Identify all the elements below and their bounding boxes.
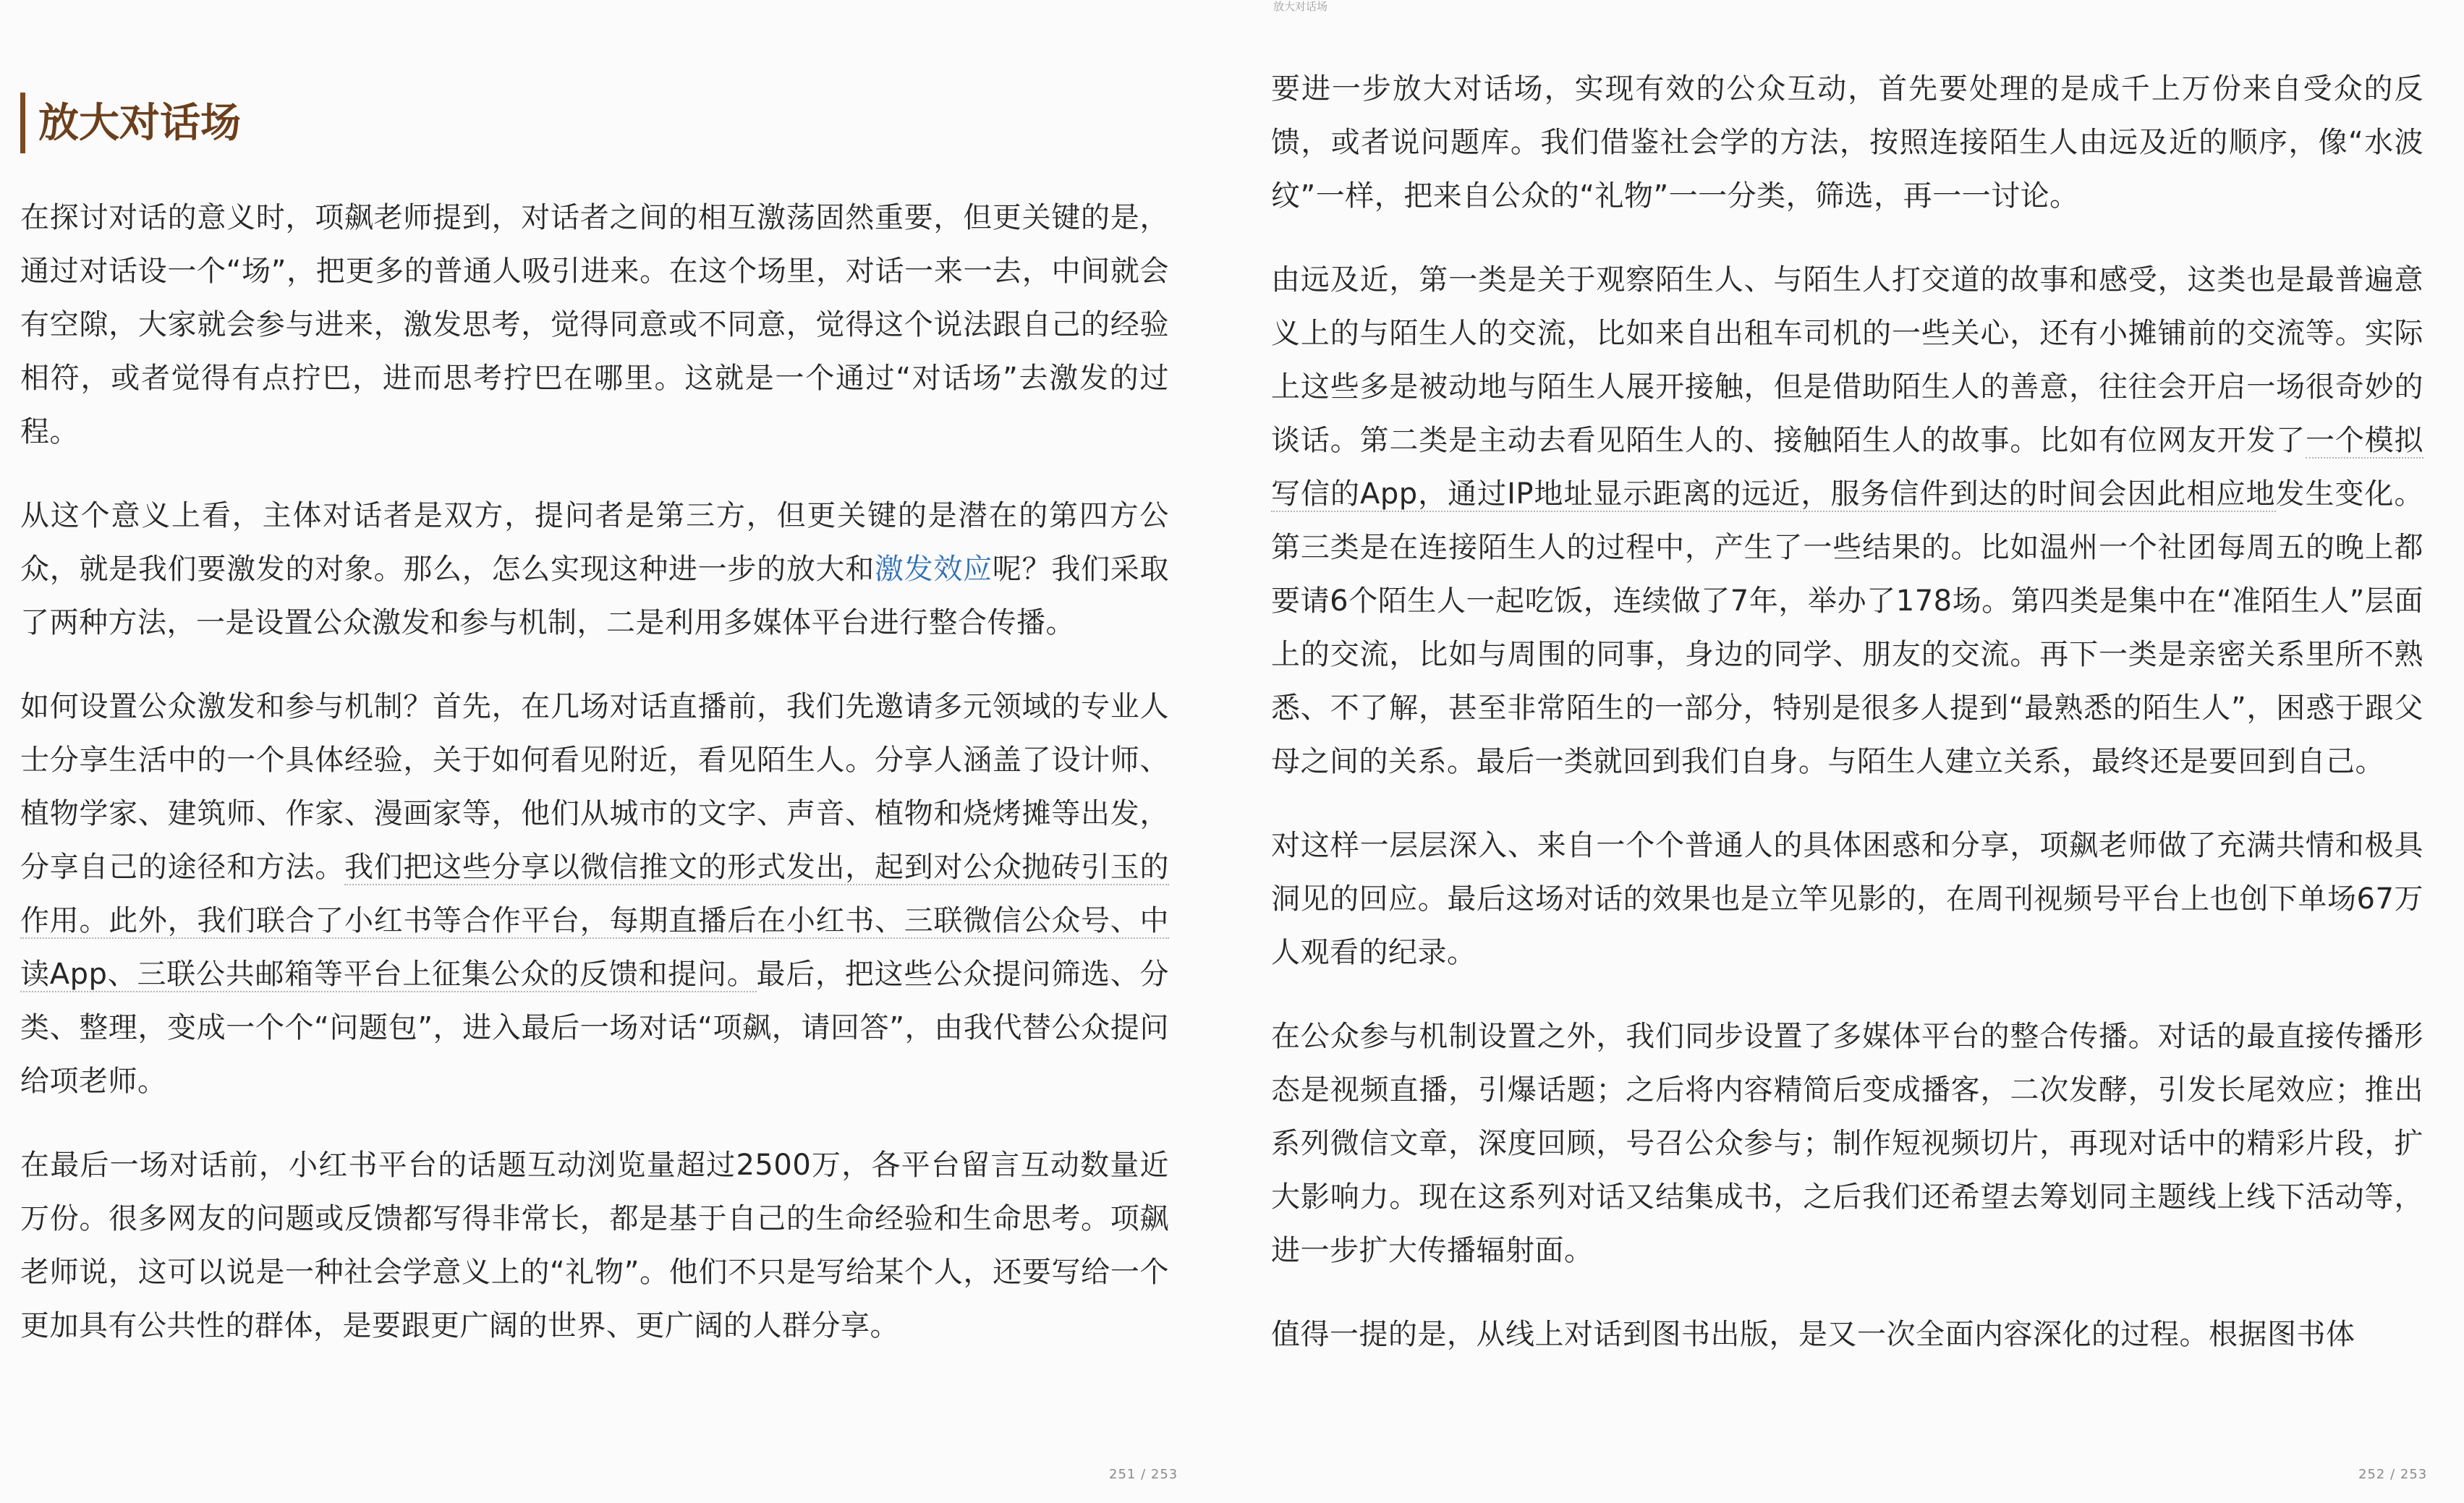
page-number: 252 / 253	[2358, 1467, 2428, 1482]
paragraph-text: 最后，把这些公众提问筛选、分类、整理，变成一个个“问题包”，进入最后一场对话“项飙，请回答”，由我代替公众提问给项老师。	[20, 958, 1169, 1098]
paragraph-text: 如何设置公众激发和参与机制？首先，在几场对话直播前，我们先邀请多元领域的专业人士分享生活中的一个具体经验，关于如何看见附近，看见陌生人。分享人涵盖了设计师、植物学家、建筑师、作家、漫画家等，他们从城市的文字、声音、植物和烧烤摊等出发，分享自己的途径和方法。	[20, 690, 1169, 884]
paragraph: 对这样一层层深入、来自一个个普通人的具体困惑和分享，项飙老师做了充满共情和极具洞见的回应。最后这场对话的效果也是立竿见影的，在周刊视频号平台上也创下单场67万人观看的纪录。	[1271, 829, 2423, 969]
right-page	[1232, 0, 2464, 1503]
page-number: 251 / 253	[1109, 1467, 1178, 1482]
paragraph: 在探讨对话的意义时，项飙老师提到，对话者之间的相互激荡固然重要，但更关键的是，通过对话设一个“场”，把更多的普通人吸引进来。在这个场里，对话一来一去，中间就会有空隙，大家就会参与进来，激发思考，觉得同意或不同意，觉得这个说法跟自己的经验相符，或者觉得有点拧巴，进而思考拧巴在哪里。这就是一个通过“对话场”去激发的过程。	[20, 201, 1169, 448]
paragraph	[20, 680, 1169, 1108]
paragraph: 在最后一场对话前，小红书平台的话题互动浏览量超过2500万，各平台留言互动数量近万份。很多网友的问题或反馈都写得非常长，都是基于自己的生命经验和生命思考。项飙老师说，这可以说是一种社会学意义上的“礼物”。他们不只是写给某个人，还要写给一个更加具有公共性的群体，是要跟更广阔的世界、更广阔的人群分享。	[20, 1149, 1169, 1342]
highlighted-text[interactable]: 我们把这些分享以微信推文的形式发出，起到对公众抛砖引玉的作用。此外，我们联合了小红书等合作平台，每期直播后在小红书、三联微信公众号、中读App、三联公共邮箱等平台上征集公众的反馈和提问。	[20, 851, 1170, 991]
right-body-text	[1271, 62, 2423, 1392]
paragraph	[20, 489, 1169, 650]
paragraph: 在公众参与机制设置之外，我们同步设置了多媒体平台的整合传播。对话的最直接传播形态是视频直播，引爆话题；之后将内容精简后变成播客，二次发酵，引发长尾效应；推出系列微信文章，深度回顾，号召公众参与；制作短视频切片，再现对话中的精彩片段，扩大影响力。现在这系列对话又结集成书，之后我们还希望去筹划同主题线上线下活动等，进一步扩大传播辐射面。	[1271, 1020, 2423, 1267]
paragraph: 值得一提的是，从线上对话到图书出版，是又一次全面内容深化的过程。根据图书体	[1271, 1318, 2355, 1351]
paragraph-text: 由远及近，第一类是关于观察陌生人、与陌生人打交道的故事和感受，这类也是最普遍意义上的与陌生人的交流，比如来自出租车司机的一些关心，还有小摊铺前的交流等。实际上这些多是被动地与陌生人展开接触，但是借助陌生人的善意，往往会开启一场很奇妙的谈话。第二类是主动去看见陌生人的、接触陌生人的故事。比如有位网友开发了	[1271, 263, 2423, 457]
glossary-link[interactable]: 激发效应	[875, 553, 993, 586]
paragraph: 要进一步放大对话场，实现有效的公众互动，首先要处理的是成千上万份来自受众的反馈，或者说问题库。我们借鉴社会学的方法，按照连接陌生人由远及近的顺序，像“水波纹”一样，把来自公众的“礼物”一一分类，筛选，再一一讨论。	[1271, 72, 2423, 213]
chapter-title: 放大对话场	[20, 93, 241, 153]
paragraph-text: 从这个意义上看，主体对话者是双方，提问者是第三方，但更关键的是潜在的第四方公众，就是我们要激发的对象。那么，怎么实现这种进一步的放大和	[20, 499, 1169, 586]
paragraph	[1271, 253, 2423, 788]
highlighted-text[interactable]: 一个模拟写信的App，通过IP地址显示距离的远近，服务信件到达的时间会因此相应地	[1271, 424, 2424, 511]
running-head: 放大对话场	[1273, 0, 1328, 13]
paragraph-text: 发生变化。第三类是在连接陌生人的过程中，产生了一些结果的。比如温州一个社团每周五的晚上都要请6个陌生人一起吃饭，连续做了7年，举办了178场。第四类是集中在“准陌生人”层面上的交流，比如与周围的同事，身边的同学、朋友的交流。再下一类是亲密关系里所不熟悉、不了解，甚至非常陌生的一部分，特别是很多人提到“最熟悉的陌生人”，困惑于跟父母之间的关系。最后一类就回到我们自身。与陌生人建立关系，最终还是要回到自己。	[1271, 477, 2424, 778]
paragraph-text: 呢？我们采取了两种方法，一是设置公众激发和参与机制，二是利用多媒体平台进行整合传播。	[20, 553, 1170, 639]
left-body-text	[20, 191, 1169, 1383]
